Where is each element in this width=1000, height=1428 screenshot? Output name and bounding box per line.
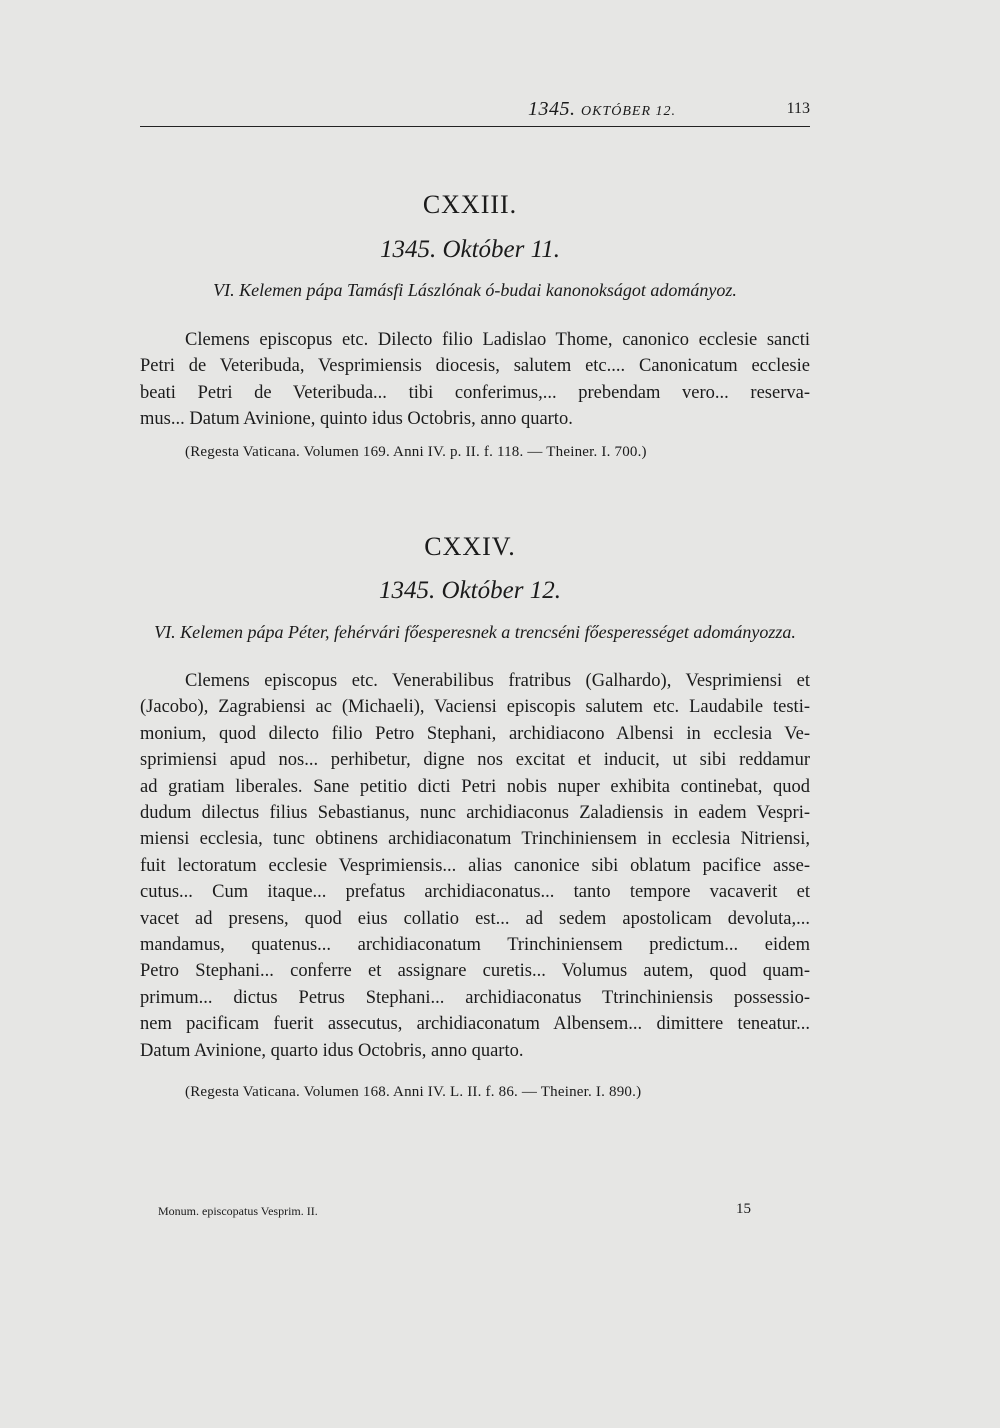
text-line: vacet ad presens, quod eius collatio est... ad sedem apostolicam devoluta,... bbox=[140, 908, 810, 929]
running-head-title bbox=[528, 98, 676, 121]
doc-body bbox=[140, 327, 810, 433]
doc-date: 1345. Október 11. bbox=[379, 236, 561, 263]
text-line: monium, quod dilecto filio Petro Stephani, archidiacono Albensi in ecclesia Ve- bbox=[140, 723, 810, 744]
running-header bbox=[140, 98, 810, 127]
text-line: mus... Datum Avinione, quinto idus Octobris, anno quarto. bbox=[140, 409, 573, 430]
text-line: dudum dilectus filius Sebastianus, nunc archidiaconus Zaladiensis in eadem Vespri- bbox=[140, 803, 810, 824]
text-line: ad gratiam liberales. Sane petitio dicti Petri nobis nuper exhibita continebat, quod bbox=[140, 776, 810, 797]
page-number: 113 bbox=[786, 100, 810, 117]
text-line: nem pacificam fuerit assecutus, archidiaconatum Albensem... dimittere teneatur... bbox=[140, 1014, 810, 1035]
text-line: Clemens episcopus etc. Dilecto filio Ladislao Thome, canonico ecclesie sancti bbox=[185, 330, 810, 350]
doc-citation: (Regesta Vaticana. Volumen 168. Anni IV. L. II. f. 86. — Theiner. I. 890.) bbox=[185, 1084, 642, 1100]
text-line: primum... dictus Petrus Stephani... archidiaconatus Ttrinchiniensis possessio- bbox=[140, 987, 810, 1008]
text-line: miensi ecclesia, tunc obtinens archidiaconatum Trinchiniensem in ecclesia Nitriensi, bbox=[140, 829, 810, 850]
text-line: Datum Avinione, quarto idus Octobris, anno quarto. bbox=[140, 1040, 524, 1061]
doc-citation: (Regesta Vaticana. Volumen 169. Anni IV. p. II. f. 118. — Theiner. I. 700.) bbox=[185, 444, 647, 460]
text-line: (Jacobo), Zagrabiensi ac (Michaeli), Vaciensi episcopis salutem etc. Laudabile testi- bbox=[140, 697, 810, 718]
doc-number: CXXIII. bbox=[422, 190, 518, 219]
doc-number: CXXIV. bbox=[424, 532, 516, 561]
running-head-date: OKTÓBER 12. bbox=[581, 104, 676, 119]
text-line: cutus... Cum itaque... prefatus archidiaconatus... tanto tempore vacaverit et bbox=[140, 882, 810, 903]
doc-date: 1345. Október 12. bbox=[379, 577, 561, 604]
text-line: beati Petri de Veteribuda... tibi conferimus,... prebendam vero... reserva- bbox=[140, 382, 810, 403]
footer-signature: Monum. episcopatus Vesprim. II. bbox=[158, 1204, 318, 1218]
text-line: mandamus, quatenus... archidiaconatum Trinchiniensem predictum... eidem bbox=[140, 935, 810, 956]
text-line: Petri de Veteribuda, Vesprimiensis diocesis, salutem etc.... Canonicatum ecclesie bbox=[140, 356, 810, 377]
text-line: sprimiensi apud nos... perhibetur, digne nos excitat et inducit, ut sibi reddamur bbox=[140, 750, 810, 771]
running-head-year: 1345. bbox=[528, 98, 576, 120]
footer-sheet-number: 15 bbox=[736, 1201, 751, 1217]
doc-title: VI. Kelemen pápa Péter, fehérvári főesperesnek a trencséni főesperességet adományozza. bbox=[154, 622, 796, 642]
doc-title: VI. Kelemen pápa Tamásfi Lászlónak ó-budai kanonokságot adományoz. bbox=[213, 280, 737, 300]
doc-body bbox=[140, 668, 810, 1064]
text-line: Clemens episcopus etc. Venerabilibus fratribus (Galhardo), Vesprimiensi et bbox=[185, 671, 810, 691]
text-line: fuit lectoratum ecclesie Vesprimiensis... alias canonice sibi oblatum pacifice asse- bbox=[140, 855, 810, 876]
text-line: Petro Stephani... conferre et assignare curetis... Volumus autem, quod quam- bbox=[140, 961, 810, 982]
